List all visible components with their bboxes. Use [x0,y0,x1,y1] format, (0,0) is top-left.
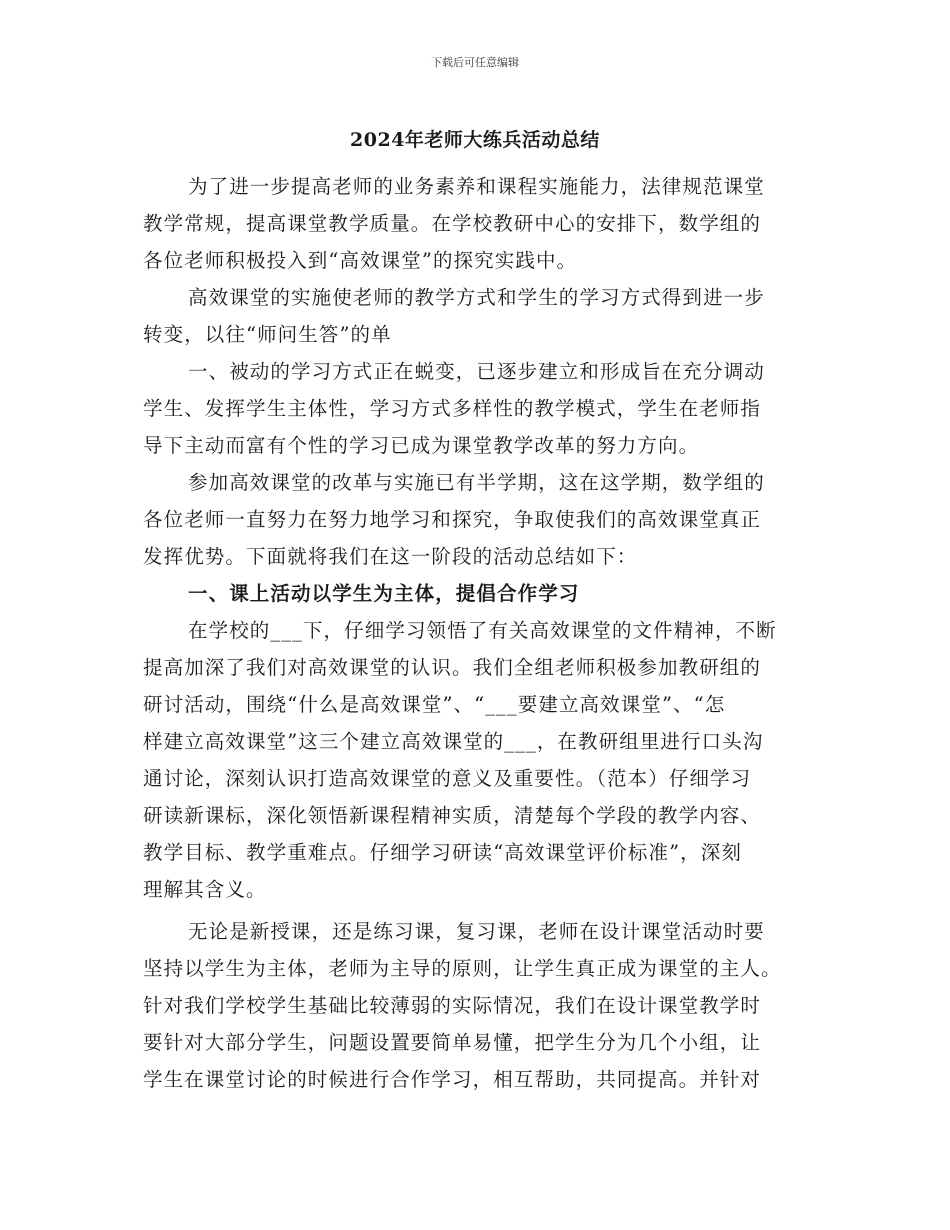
paragraph-line: 学生在课堂讨论的时候进行合作学习，相互帮助，共同提高。并针对 [143,1068,762,1091]
paragraph-line: 要针对大部分学生，问题设置要简单易懂，把学生分为几个小组，让 [143,1031,762,1054]
paragraph-line: 教学目标、教学重难点。仔细学习研读“高效课堂评价标准”，深刻 [143,841,742,864]
paragraph-line: 理解其含义。 [143,878,267,901]
paragraph-line: 研讨活动，围绕“什么是高效课堂”、“___要建立高效课堂”、“怎 [143,693,726,716]
paragraph-line: 提高加深了我们对高效课堂的认识。我们全组老师积极参加教研组的 [143,656,762,679]
paragraph-line: 学生、发挥学生主体性，学习方式多样性的教学模式，学生在老师指 [143,397,762,420]
document-title: 2024年老师大练兵活动总结 [350,129,600,151]
section-heading: 一、课上活动以学生为主体，提倡合作学习 [188,582,580,605]
paragraph-line: 高效课堂的实施使老师的教学方式和学生的学习方式得到进一步 [188,286,765,309]
paragraph-line: 无论是新授课，还是练习课，复习课，老师在设计课堂活动时要 [188,920,765,943]
paragraph-line: 参加高效课堂的改革与实施已有半学期，这在这学期，数学组的 [188,471,765,494]
paragraph-line: 通讨论，深刻认识打造高效课堂的意义及重要性。（范本）仔细学习 [143,767,752,790]
paragraph-line: 针对我们学校学生基础比较薄弱的实际情况，我们在设计课堂教学时 [143,994,762,1017]
paragraph-line: 各位老师积极投入到“高效课堂”的探究实践中。 [143,249,578,272]
paragraph-line: 研读新课标，深化领悟新课程精神实质，清楚每个学段的教学内容、 [143,804,762,827]
paragraph-line: 教学常规，提高课堂教学质量。在学校教研中心的安排下，数学组的 [143,212,762,235]
page-header-note: 下载后可任意编辑 [431,56,519,69]
paragraph-line: 样建立高效课堂”这三个建立高效课堂的___，在教研组里进行口头沟 [143,730,764,753]
paragraph-line: 在学校的___下，仔细学习领悟了有关高效课堂的文件精神，不断 [188,619,777,642]
paragraph-line: 转变，以往“师问生答”的单 [143,323,392,346]
paragraph-line: 为了进一步提高老师的业务素养和课程实施能力，法律规范课堂 [188,175,765,198]
paragraph-line: 发挥优势。下面就将我们在这一阶段的活动总结如下： [143,545,638,568]
paragraph-line: 导下主动而富有个性的学习已成为课堂教学改革的努力方向。 [143,434,700,457]
paragraph-line: 坚持以学生为主体，老师为主导的原则，让学生真正成为课堂的主人。 [143,957,782,980]
paragraph-line: 一、被动的学习方式正在蜕变，已逐步建立和形成旨在充分调动 [188,360,765,383]
paragraph-line: 各位老师一直努力在努力地学习和探究，争取使我们的高效课堂真正 [143,508,762,531]
